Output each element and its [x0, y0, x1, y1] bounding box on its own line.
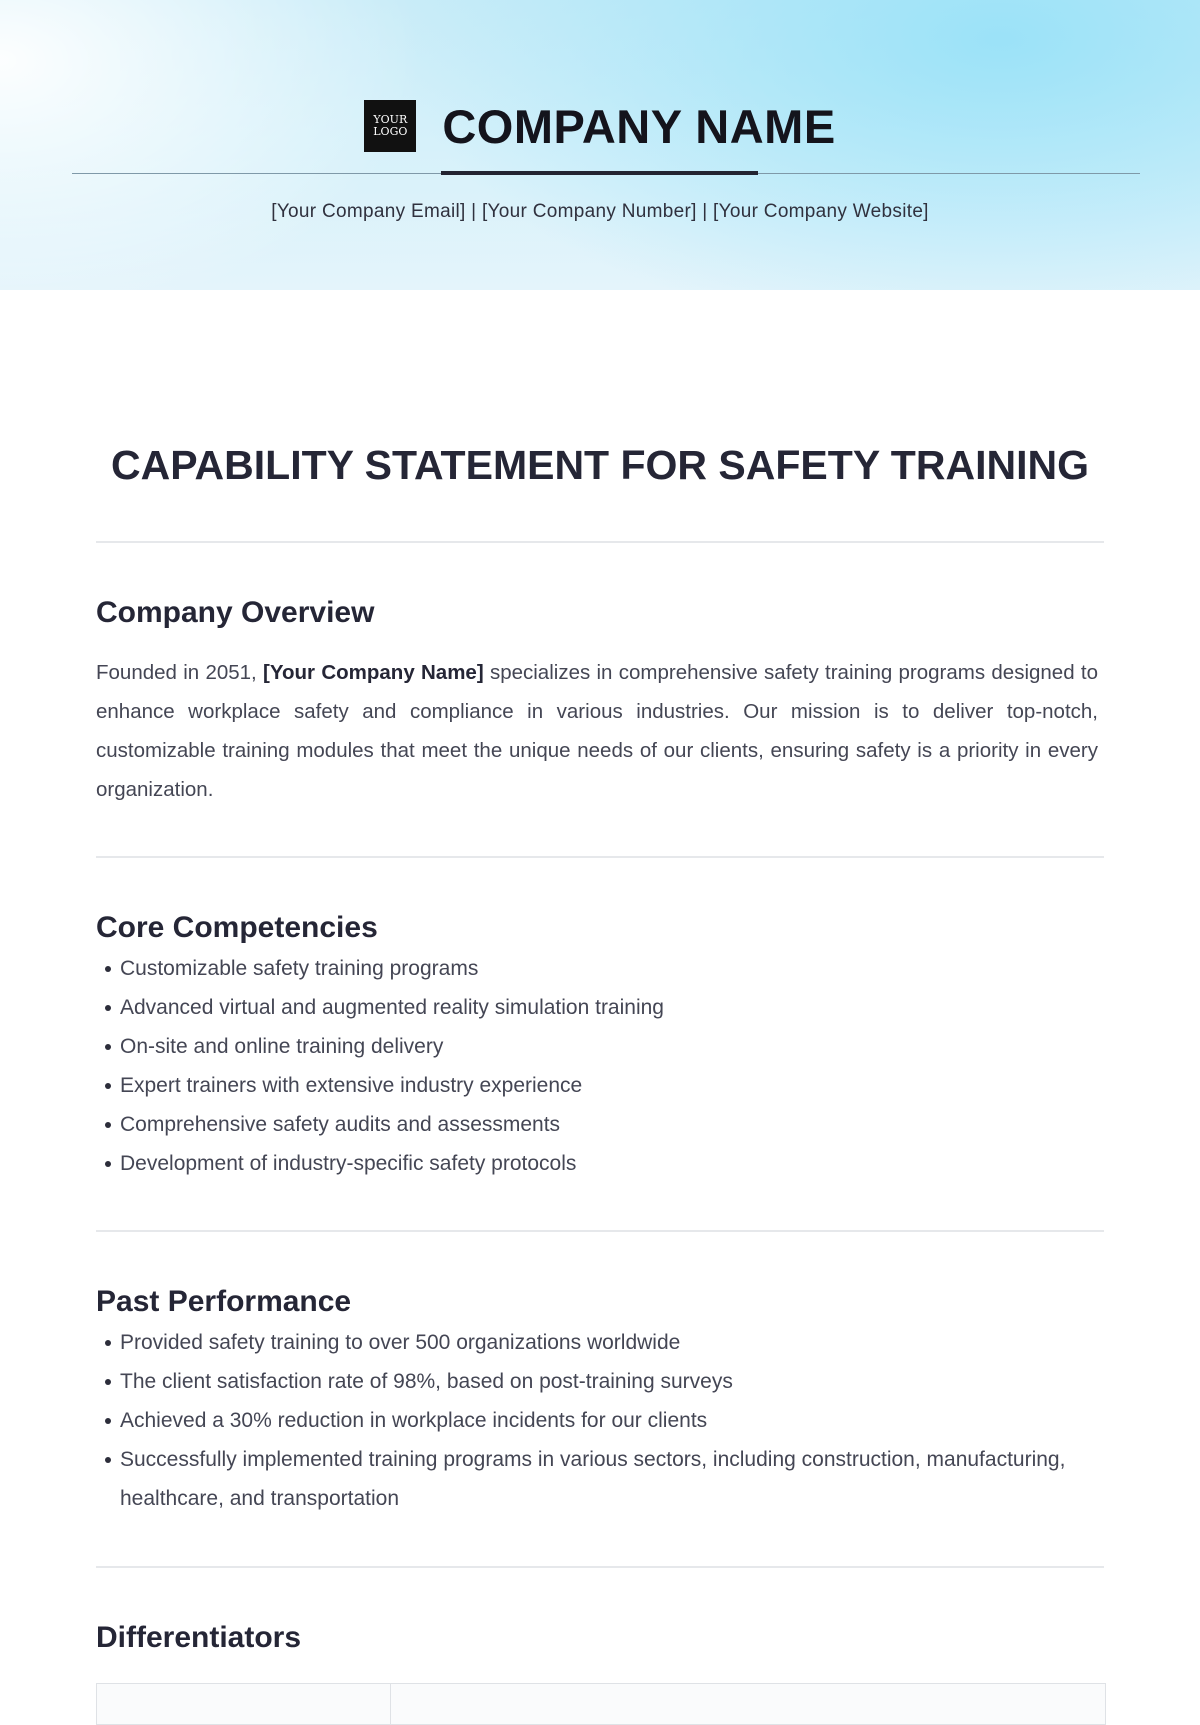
brand-block — [0, 98, 1200, 154]
list-item — [96, 1362, 1100, 1401]
section-divider — [96, 1566, 1104, 1568]
list-item-text: Comprehensive safety audits and assessments — [120, 1113, 561, 1136]
core-competencies-list — [96, 949, 1100, 1183]
list-item-text: Achieved a 30% reduction in workplace incidents for our clients — [120, 1409, 708, 1432]
differentiators-table — [96, 1683, 1106, 1725]
bullet-icon — [105, 1418, 111, 1424]
bullet-icon — [105, 1457, 111, 1463]
past-performance-heading: Past Performance — [96, 1285, 352, 1318]
list-item-text: Successfully implemented training programs in various sectors, including construction, manufacturing, healthcare, and transportation — [120, 1448, 1066, 1510]
bullet-icon — [105, 1005, 111, 1011]
overview-company-name: [Your Company Name] — [263, 661, 484, 684]
bullet-icon — [105, 1083, 111, 1089]
list-item — [96, 1105, 1100, 1144]
bullet-icon — [105, 1044, 111, 1050]
contact-line: [Your Company Email] | [Your Company Number] | [Your Company Website] — [271, 201, 929, 222]
company-overview-text — [96, 653, 1098, 809]
list-item — [96, 1066, 1100, 1105]
list-item-text: Expert trainers with extensive industry experience — [120, 1074, 583, 1097]
header-accent-rule — [441, 171, 758, 175]
core-competencies-heading: Core Competencies — [96, 911, 378, 944]
letterhead — [0, 0, 1200, 290]
overview-text-rest: specializes in comprehensive safety training programs designed to enhance workplace safety and compliance in various industries. Our mission is to deliver top-notch, customizable training modules that meet the unique needs of our clients, ensuring safety is a priority in every organization. — [96, 661, 1098, 801]
table-column-divider — [390, 1684, 391, 1724]
logo-line-2: LOGO — [373, 125, 408, 138]
company-name: COMPANY NAME — [442, 99, 836, 153]
section-divider — [96, 1230, 1104, 1232]
section-divider — [96, 541, 1104, 543]
differentiators-heading: Differentiators — [96, 1621, 302, 1654]
list-item — [96, 949, 1100, 988]
list-item-text: Development of industry-specific safety protocols — [120, 1152, 577, 1175]
list-item — [96, 1144, 1100, 1183]
bullet-icon — [105, 1340, 111, 1346]
list-item — [96, 988, 1100, 1027]
document-title: CAPABILITY STATEMENT FOR SAFETY TRAINING — [111, 442, 1089, 488]
logo-line-1: YOUR — [373, 113, 408, 126]
list-item-text: On-site and online training delivery — [120, 1035, 444, 1058]
list-item-text: Customizable safety training programs — [120, 957, 479, 980]
bullet-icon — [105, 966, 111, 972]
past-performance-list — [96, 1323, 1100, 1518]
section-divider — [96, 856, 1104, 858]
overview-text-start: Founded in 2051, — [96, 661, 264, 684]
list-item-text: Provided safety training to over 500 organizations worldwide — [120, 1331, 681, 1354]
bullet-icon — [105, 1161, 111, 1167]
list-item-text: Advanced virtual and augmented reality simulation training — [120, 996, 664, 1019]
list-item-text: The client satisfaction rate of 98%, based on post-training surveys — [120, 1370, 733, 1393]
company-logo — [364, 100, 416, 152]
company-overview-heading: Company Overview — [96, 596, 375, 629]
bullet-icon — [105, 1122, 111, 1128]
list-item — [96, 1027, 1100, 1066]
list-item — [96, 1401, 1100, 1440]
list-item — [96, 1323, 1100, 1362]
list-item — [96, 1440, 1100, 1518]
bullet-icon — [105, 1379, 111, 1385]
